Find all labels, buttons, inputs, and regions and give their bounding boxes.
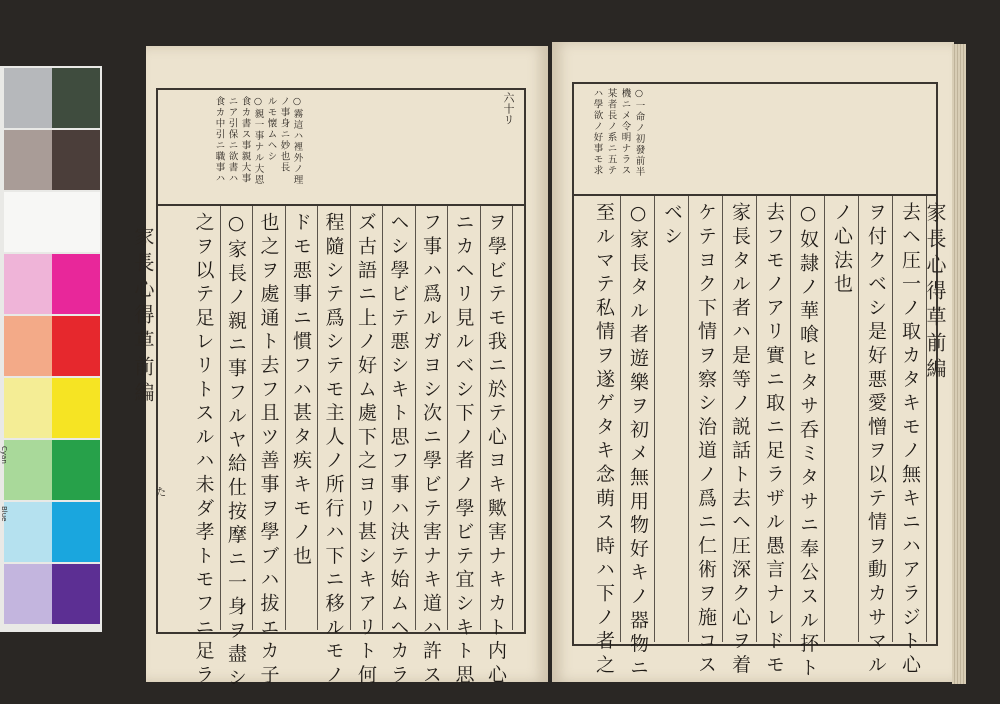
page-edge [952, 44, 966, 684]
text-column: 程隨シテ爲シテモ主人ノ所行ハ下ニ移ルモノ [322, 212, 345, 688]
text-column: ズ古語ニ上ノ好ム處下之ヨリ甚シキアリト何 [355, 212, 377, 688]
text-column: ドモ悪事ニ慣フハ甚タ疾キモノ也 [290, 212, 312, 569]
folio-number: 六十リ [502, 92, 515, 125]
color-swatch [4, 378, 52, 438]
column-rule [722, 196, 723, 642]
strip-label-cyan: Cyan [0, 446, 8, 464]
text-column: ノ心法也 [831, 202, 853, 298]
header-note: ○親一事ナル大恩 [252, 96, 264, 186]
column-rule [620, 196, 621, 642]
text-column: ○奴隷ノ華喰ヒタサ呑ミタサニ奉公スル抔ト [797, 202, 819, 681]
column-rule [252, 206, 253, 630]
page-title: 家長心得草前編 [131, 226, 155, 408]
color-swatch [52, 378, 100, 438]
text-column: ベシ [661, 202, 683, 250]
column-rule [892, 196, 893, 642]
color-swatch [4, 130, 52, 190]
text-column: ヲ學ビテモ我ニ於テ心ヨキ歟害ナキカト内心 [485, 212, 507, 688]
color-swatch [4, 192, 52, 252]
strip-label-blue: Blue [0, 506, 8, 522]
column-rule [756, 196, 757, 642]
header-note: 食カ中引ニ職事ハ [213, 96, 225, 184]
text-column: ヘシ學ビテ悪シキト思フ事ハ決テ始ムヘカラ [387, 212, 410, 688]
column-rule [824, 196, 825, 642]
column-rule [512, 206, 513, 630]
color-swatch [52, 502, 100, 562]
color-swatch [4, 254, 52, 314]
color-swatch [52, 564, 100, 624]
header-divider [156, 204, 524, 206]
color-swatch [52, 440, 100, 500]
color-swatch [52, 130, 100, 190]
color-swatch [52, 68, 100, 128]
column-rule [858, 196, 859, 642]
page-mark: た [154, 486, 167, 497]
color-swatch [52, 192, 100, 252]
color-swatch [4, 502, 52, 562]
text-column: ニカヘリ見ルベシ下ノ者ノ學ビテ宜シキト思 [452, 212, 475, 688]
column-rule [447, 206, 448, 630]
column-rule [382, 206, 383, 630]
color-calibration-strip [0, 66, 102, 632]
column-rule [790, 196, 791, 642]
text-column: 至ルマテ私情ヲ遂ゲタキ念萌ス時ハ下ノ者之 [593, 202, 615, 678]
left-page [131, 46, 548, 691]
color-swatch [52, 254, 100, 314]
text-column: ケテヨク下情ヲ察シ治道ノ爲ニ仁術ヲ施コス [695, 202, 717, 678]
header-note: ○一命ノ初發前半 [633, 88, 645, 178]
header-note: ○霧這ハ裡外ノ理 [291, 96, 303, 186]
text-column: 之ヲ以テ足レリトスルハ未ダ孝トモフニ足ラ [192, 212, 215, 688]
text-column: 去フモノアリ實ニ取ニ足ラザル愚言ナレドモ [763, 202, 785, 678]
color-swatch [4, 316, 52, 376]
column-rule [285, 206, 286, 630]
text-column: 也之ヲ處通ト去フ且ツ善事ヲ學ブハ拔エカ子 [257, 212, 280, 688]
column-rule [317, 206, 318, 630]
text-column: ○家長ノ親ニ事フルヤ給仕按摩ニ一身ヲ盡シ [225, 212, 247, 691]
header-note: ニア引保ニ欲書ハ [226, 96, 238, 184]
header-divider-right [572, 194, 936, 196]
color-swatch [52, 316, 100, 376]
header-note: ルモ懐ムヘシ [265, 96, 277, 162]
header-note: 食カ書ス事親大事 [239, 96, 251, 184]
column-rule [415, 206, 416, 630]
column-rule [350, 206, 351, 630]
header-note: ノ事身ニ妙也長 [278, 96, 290, 173]
text-column: 去ヘ圧一ノ取カタキモノ無キニハアラジト心 [899, 202, 921, 678]
text-column: ○家長タル者遊樂ヲ初メ無用物好キノ器物ニ [627, 202, 649, 681]
page-title-right: 家長心得草前編 [923, 202, 947, 384]
text-column: 家長タル者ハ是等ノ説話ト去ヘ圧深ク心ヲ着 [729, 202, 751, 678]
column-rule [654, 196, 655, 642]
text-column: フ事ハ爲ルガヨシ次ニ學ビテ害ナキ道ハ許ス [420, 212, 442, 688]
text-column: ヲ付クベシ是好悪愛憎ヲ以テ情ヲ動カサマル [865, 202, 887, 678]
color-swatch [4, 564, 52, 624]
header-note: ハ學欲ノ好事モ求 [591, 88, 603, 176]
right-page [552, 42, 954, 682]
column-rule [688, 196, 689, 642]
column-rule [480, 206, 481, 630]
header-note: 機ニメ令明ナラス [619, 88, 631, 176]
header-note: 某者長ノ系ニ五テ [605, 88, 617, 176]
column-rule [220, 206, 221, 630]
color-swatch [4, 440, 52, 500]
color-swatch [4, 68, 52, 128]
